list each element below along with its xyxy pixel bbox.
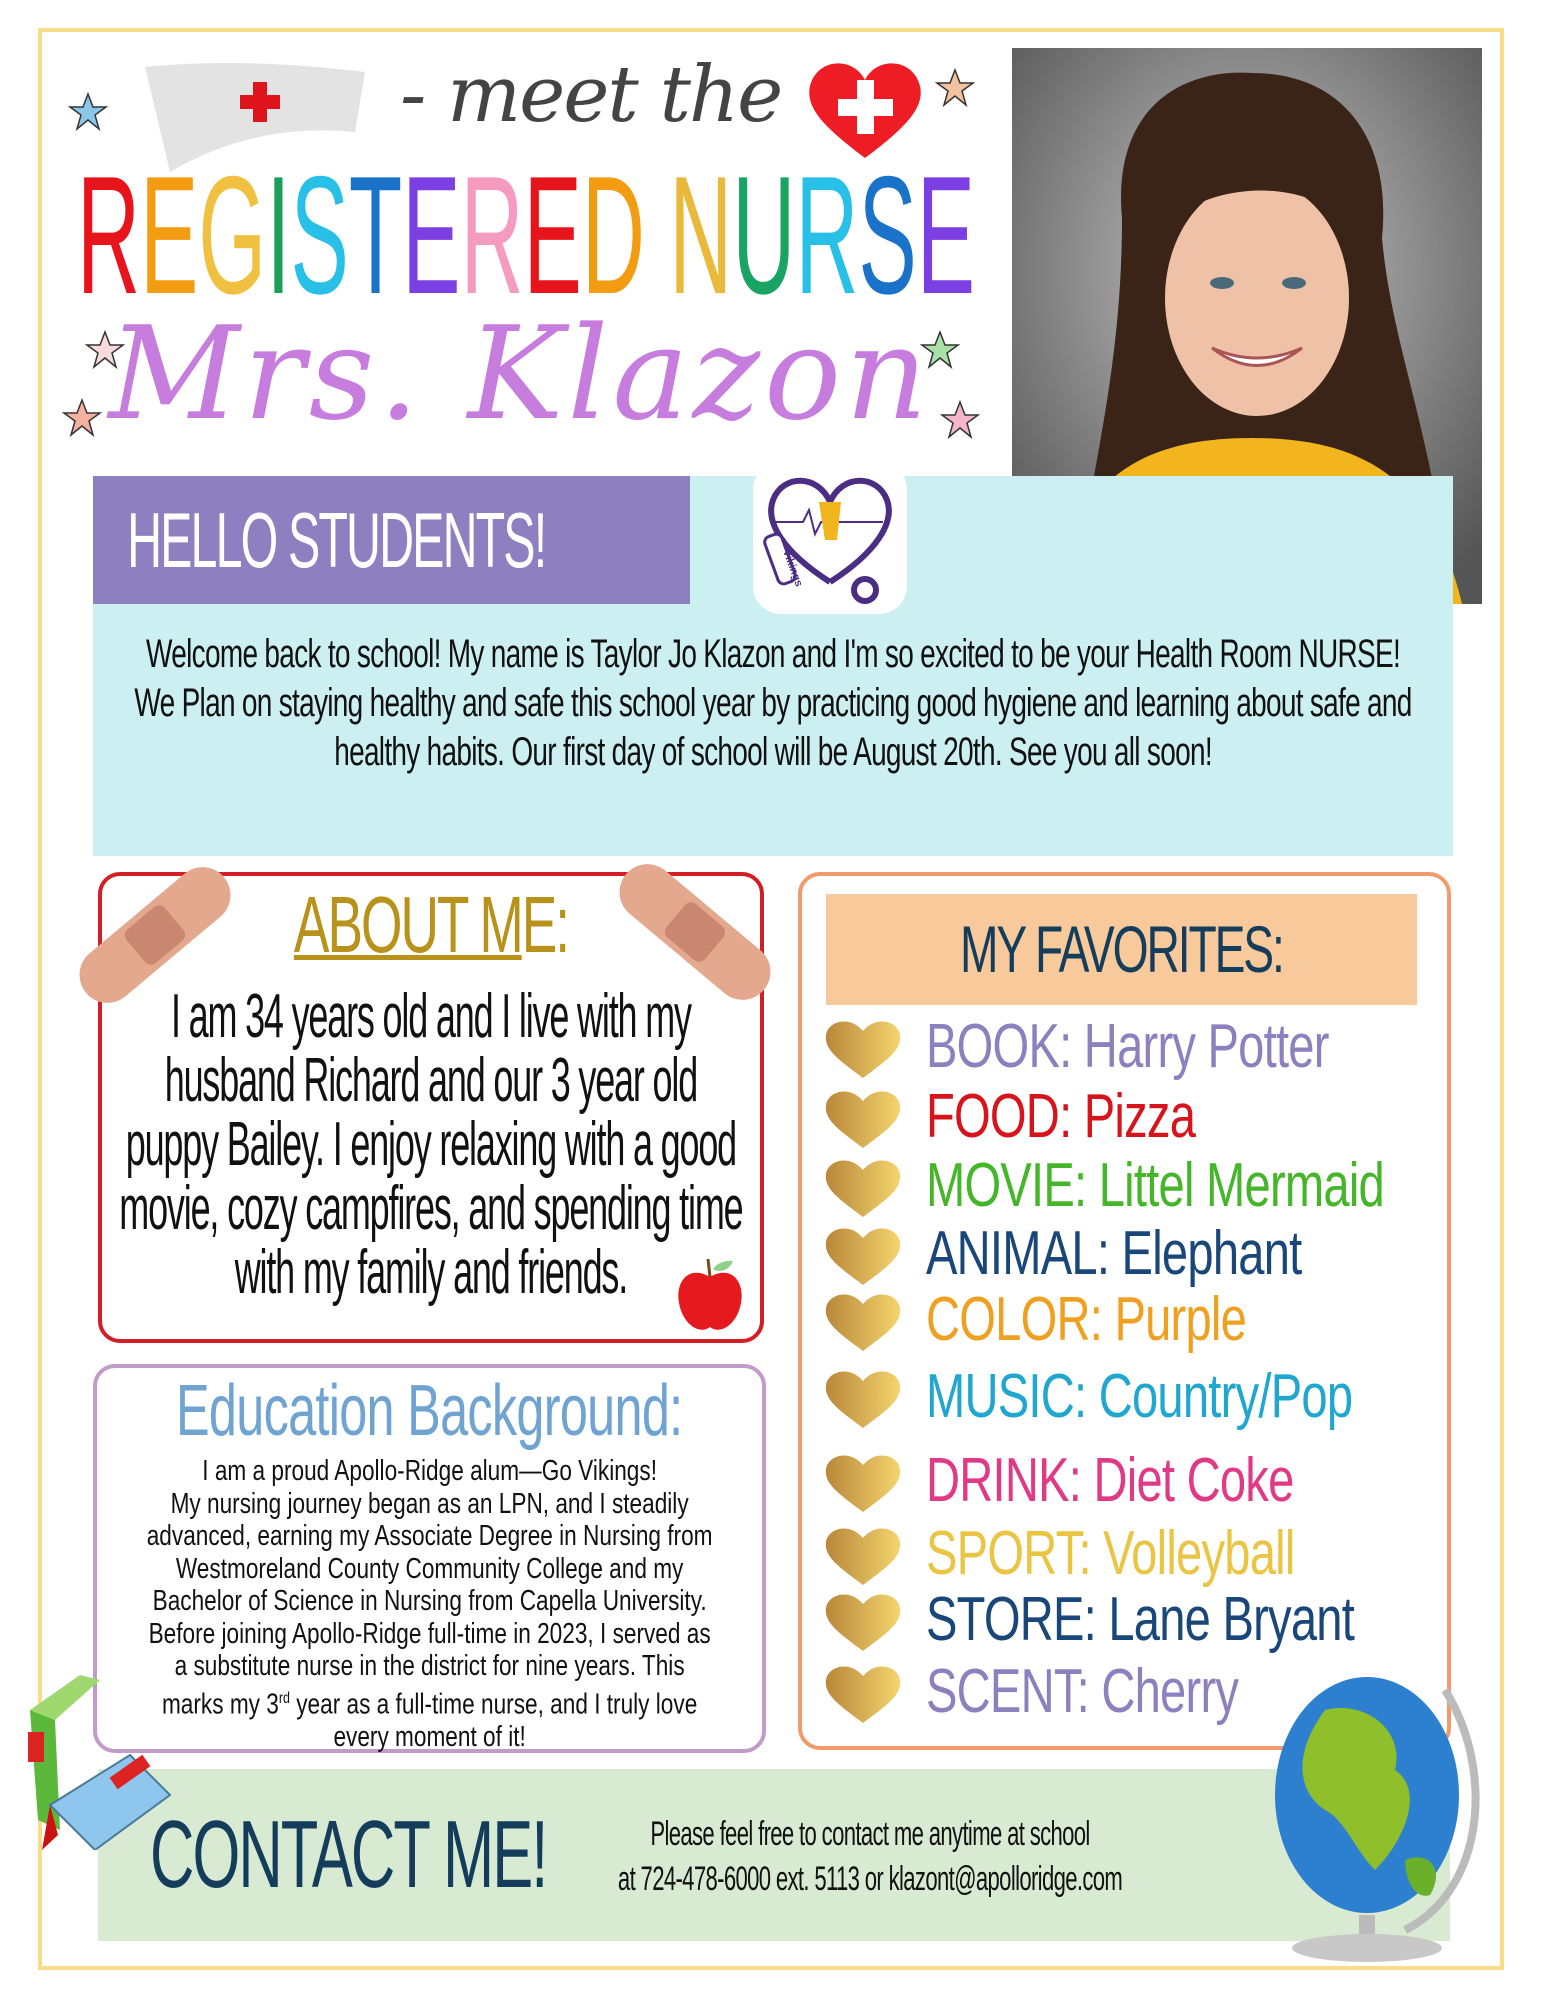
page-title bbox=[58, 141, 998, 329]
favorite-text bbox=[926, 1446, 1294, 1516]
gold-heart-icon bbox=[824, 1368, 902, 1430]
gold-heart-icon bbox=[824, 1157, 902, 1219]
contact-line: Please feel free to contact me anytime at school bbox=[650, 1815, 1090, 1853]
title-letter: I bbox=[266, 141, 291, 329]
books-icon bbox=[20, 1660, 180, 1850]
favorite-item bbox=[824, 1219, 1444, 1289]
favorite-text bbox=[926, 1151, 1384, 1221]
favorites-header bbox=[826, 894, 1417, 1005]
globe-icon bbox=[1255, 1670, 1480, 1970]
gold-heart-icon bbox=[824, 1525, 902, 1587]
ordinal-suffix: rd bbox=[278, 1689, 290, 1707]
gold-heart-icon bbox=[824, 1452, 902, 1514]
favorite-label: STORE: bbox=[926, 1585, 1097, 1654]
favorite-value: Harry Potter bbox=[1083, 1012, 1329, 1081]
about-me-text bbox=[100, 982, 762, 1315]
welcome-line: healthy habits. Our first day of school will be August 20th. See you all soon! bbox=[334, 730, 1212, 774]
about-heading-rest: E: bbox=[521, 880, 569, 969]
favorite-label: ANIMAL: bbox=[926, 1219, 1110, 1288]
favorite-value: Cherry bbox=[1101, 1657, 1239, 1726]
education-heading-text: Education Background: bbox=[176, 1371, 683, 1451]
favorite-label: FOOD: bbox=[926, 1082, 1072, 1151]
favorites-heading: MY FAVORITES: bbox=[960, 912, 1283, 986]
gold-heart-icon bbox=[824, 1591, 902, 1653]
gold-heart-icon bbox=[824, 1663, 902, 1725]
welcome-message bbox=[93, 630, 1453, 790]
about-line: I am 34 years old and I live with my bbox=[170, 982, 691, 1051]
favorite-value: Country/Pop bbox=[1098, 1362, 1353, 1431]
favorite-text bbox=[926, 1657, 1238, 1727]
education-line bbox=[95, 1683, 764, 1721]
hello-banner bbox=[93, 476, 690, 604]
favorite-item bbox=[824, 1082, 1444, 1152]
favorite-item bbox=[824, 1585, 1444, 1655]
title-letter: E bbox=[140, 141, 199, 329]
favorite-item bbox=[824, 1285, 1444, 1355]
favorite-item bbox=[824, 1151, 1444, 1221]
favorite-text bbox=[926, 1519, 1295, 1589]
favorite-label: COLOR: bbox=[926, 1285, 1103, 1354]
favorite-value: Purple bbox=[1114, 1285, 1247, 1354]
favorite-text bbox=[926, 1285, 1246, 1355]
favorite-text bbox=[926, 1219, 1301, 1289]
star-icon bbox=[68, 92, 108, 132]
education-line: Westmoreland County Community College and my bbox=[175, 1552, 684, 1585]
favorite-value: Pizza bbox=[1083, 1082, 1196, 1151]
education-line: a substitute nurse in the district for nine years. This bbox=[174, 1650, 685, 1682]
favorite-value: Elephant bbox=[1121, 1219, 1302, 1288]
stethoscope-heart-icon bbox=[753, 462, 907, 614]
favorite-value: Littel Mermaid bbox=[1098, 1151, 1384, 1220]
contact-info bbox=[560, 1812, 1180, 1902]
title-letter: T bbox=[348, 141, 403, 329]
favorite-item bbox=[824, 1362, 1444, 1432]
star-icon bbox=[935, 68, 975, 108]
title-letter: D bbox=[581, 141, 645, 329]
vikings-logo bbox=[753, 462, 907, 614]
apple-icon bbox=[675, 1255, 745, 1335]
title-letter: S bbox=[290, 141, 349, 329]
bandage-icon bbox=[60, 855, 250, 1015]
title-letter: R bbox=[76, 141, 141, 329]
line-part: year as a full-time nurse, and I truly love bbox=[289, 1688, 698, 1721]
title-letter: E bbox=[916, 141, 976, 329]
favorite-label: MOVIE: bbox=[926, 1151, 1087, 1220]
nurse-name: Mrs. Klazon bbox=[108, 300, 932, 449]
welcome-line: We Plan on staying healthy and safe this school year by practicing good hygiene and learning about safe and bbox=[134, 681, 1412, 725]
star-icon bbox=[62, 398, 102, 438]
welcome-line: Welcome back to school! My name is Taylor Jo Klazon and I'm so excited to be your Health Room NURSE! bbox=[146, 632, 1401, 676]
title-letter: N bbox=[669, 141, 733, 329]
logo-text: Vikings bbox=[780, 547, 805, 589]
about-line: movie, cozy campfires, and spending time bbox=[119, 1174, 743, 1243]
about-line: husband Richard and our 3 year old bbox=[164, 1046, 698, 1115]
favorite-label: SCENT: bbox=[926, 1657, 1090, 1726]
favorite-value: Lane Bryant bbox=[1108, 1585, 1355, 1654]
about-line: with my family and friends. bbox=[234, 1238, 628, 1307]
about-heading-underlined: ABOUT M bbox=[293, 880, 522, 969]
title-letter: E bbox=[523, 141, 582, 329]
title-letter: G bbox=[198, 141, 267, 329]
title-letter: E bbox=[402, 141, 461, 329]
gold-heart-icon bbox=[824, 1225, 902, 1287]
gold-heart-icon bbox=[824, 1291, 902, 1353]
favorite-value: Diet Coke bbox=[1093, 1446, 1294, 1515]
bandage-icon bbox=[600, 852, 790, 1012]
favorite-item bbox=[824, 1446, 1444, 1516]
education-text bbox=[95, 1455, 764, 1755]
title-letter: R bbox=[795, 141, 859, 329]
favorite-text bbox=[926, 1012, 1329, 1082]
meet-the-text: - meet the bbox=[400, 50, 782, 140]
favorite-label: BOOK: bbox=[926, 1012, 1072, 1081]
contact-heading-text: CONTACT ME! bbox=[150, 1801, 547, 1908]
title-letter: R bbox=[460, 141, 524, 329]
favorite-text bbox=[926, 1585, 1354, 1655]
contact-email-phone[interactable]: at 724-478-6000 ext. 5113 or klazont@apolloridge.com bbox=[617, 1860, 1123, 1898]
favorite-text bbox=[926, 1082, 1195, 1152]
about-line: puppy Bailey. I enjoy relaxing with a good bbox=[125, 1110, 737, 1179]
favorite-value: Volleyball bbox=[1103, 1519, 1295, 1588]
education-line: Bachelor of Science in Nursing from Capella University. bbox=[152, 1585, 707, 1617]
education-heading bbox=[95, 1366, 764, 1456]
favorite-label: MUSIC: bbox=[926, 1362, 1087, 1431]
education-line: advanced, earning my Associate Degree in Nursing from bbox=[146, 1520, 713, 1552]
favorite-item bbox=[824, 1012, 1444, 1082]
favorite-text bbox=[926, 1362, 1352, 1432]
line-part: marks my 3 bbox=[161, 1688, 279, 1721]
favorite-label: SPORT: bbox=[926, 1519, 1091, 1588]
education-line: I am a proud Apollo-Ridge alum—Go Vikings! bbox=[202, 1455, 657, 1487]
education-line: Before joining Apollo-Ridge full-time in 2023, I served as bbox=[148, 1617, 711, 1650]
title-letter: U bbox=[732, 141, 796, 329]
favorite-label: DRINK: bbox=[926, 1446, 1082, 1515]
gold-heart-icon bbox=[824, 1018, 902, 1080]
education-line: every moment of it! bbox=[333, 1720, 526, 1753]
favorite-item bbox=[824, 1519, 1444, 1589]
education-line: My nursing journey began as an LPN, and I steadily bbox=[170, 1487, 689, 1520]
title-letters bbox=[58, 141, 994, 329]
gold-heart-icon bbox=[824, 1088, 902, 1150]
hello-heading: HELLO STUDENTS! bbox=[127, 496, 546, 584]
star-icon bbox=[940, 400, 980, 440]
title-letter: S bbox=[858, 141, 917, 329]
contact-heading bbox=[150, 1800, 550, 1910]
